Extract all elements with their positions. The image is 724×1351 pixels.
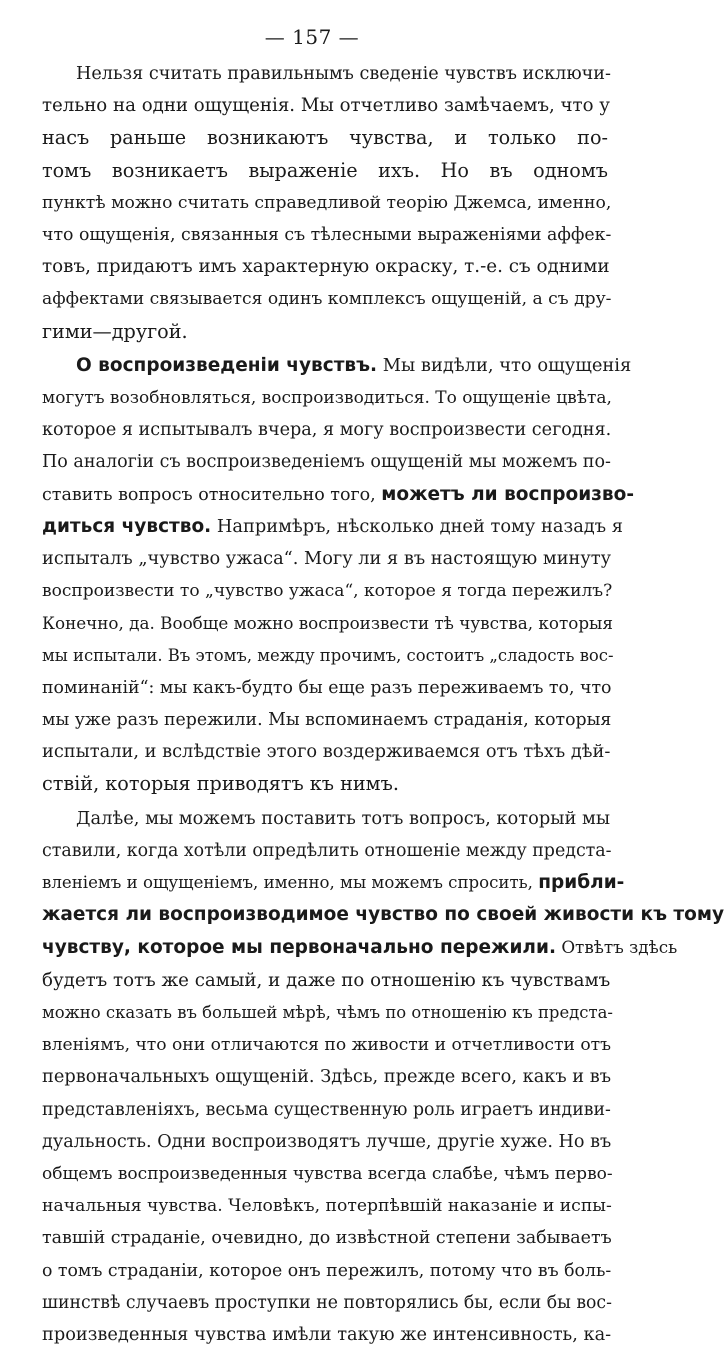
text-run: пунктѣ можно считать справедливой теорію Джемса, именно,: [42, 192, 612, 213]
text-run: дуальность. Одни воспроизводятъ лучше, другіе хуже. Но въ: [42, 1131, 612, 1152]
text-run: Мы видѣли, что ощущенія: [377, 354, 632, 376]
text-line: [8, 835, 612, 867]
text-line: [8, 251, 608, 283]
paragraph: [8, 58, 612, 348]
page-body: [8, 58, 724, 1351]
text-run: Далѣе, мы можемъ поставить тотъ вопросъ, который мы: [76, 807, 611, 829]
paragraph: [8, 803, 724, 1351]
text-line: [8, 1126, 612, 1158]
bold-text-run: жается ли воспроизводимое чувство по своей живости къ тому: [42, 904, 724, 926]
text-run: Отвѣтъ здѣсь: [555, 937, 678, 958]
text-run: гими—другой.: [42, 319, 188, 343]
text-line: [8, 122, 608, 154]
text-run: испытали, и вслѣдствіе этого воздерживаемся отъ тѣхъ дѣй-: [42, 741, 611, 763]
text-run: мы испытали. Въ этомъ, между прочимъ, состоитъ „сладость вос-: [42, 645, 614, 665]
bold-text-run: прибли-: [538, 872, 625, 894]
text-run: общемъ воспроизведенныя чувства всегда слабѣе, чѣмъ перво-: [42, 1163, 613, 1184]
text-line: [8, 672, 612, 704]
text-run: ставить вопросъ относительно того,: [42, 484, 382, 505]
text-line: [8, 90, 608, 122]
text-line: [8, 219, 612, 251]
text-run: Напримѣръ, нѣсколько дней тому назадъ я: [211, 515, 623, 537]
text-run: ствій, которыя приводятъ къ нимъ.: [42, 772, 399, 796]
text-line: [8, 511, 623, 543]
bold-text-run: можетъ ли воспроизво-: [381, 483, 634, 505]
text-line: [8, 1319, 612, 1351]
text-run: испыталъ „чувство ужаса“. Могу ли я въ настоящую минуту: [42, 549, 612, 570]
text-line: [8, 1222, 612, 1254]
text-line: [8, 1158, 613, 1190]
text-line: [8, 479, 634, 511]
text-run: что ощущенія, связанныя съ тѣлесными выраженіями аффек-: [42, 225, 612, 246]
text-line: [8, 414, 612, 446]
text-line: [8, 155, 608, 187]
text-line: [8, 899, 724, 931]
text-run: томъ возникаетъ выраженіе ихъ. Но въ одномъ: [42, 158, 608, 182]
bold-text-run: чувству, которое мы первоначально пережили.: [42, 937, 556, 959]
text-run: товъ, придаютъ имъ характерную окраску, т.-е. съ одними: [42, 256, 610, 278]
text-run: будетъ тотъ же самый, и даже по отношенію къ чувствамъ: [42, 969, 611, 991]
text-run: Конечно, да. Вообще можно воспроизвести тѣ чувства, которыя: [42, 613, 613, 634]
text-line: [8, 1287, 612, 1319]
text-line: [8, 965, 611, 997]
text-line: [8, 803, 611, 835]
text-run: можно сказать въ большей мѣрѣ, чѣмъ по отношенію къ предста-: [42, 1002, 613, 1022]
page-number: — 157 —: [264, 25, 360, 49]
text-run: могутъ возобновляться, воспроизводиться. То ощущеніе цвѣта,: [42, 388, 612, 409]
text-line: [8, 1029, 612, 1061]
text-run: произведенныя чувства имѣли такую же интенсивность, ка-: [42, 1324, 612, 1345]
bold-text-run: О воспроизведеніи чувствъ.: [76, 354, 378, 376]
text-run: первоначальныхъ ощущеній. Здѣсь, прежде всего, какъ и въ: [42, 1067, 612, 1088]
text-line: [8, 316, 608, 348]
text-line: [8, 736, 611, 768]
paragraph: [8, 350, 634, 801]
text-line: [8, 543, 612, 575]
text-line: [8, 1190, 612, 1222]
text-line: [8, 187, 612, 219]
text-run: По аналогіи съ воспроизведеніемъ ощущеній мы можемъ по-: [42, 452, 611, 473]
text-run: вленіемъ и ощущеніемъ, именно, мы можемъ спросить,: [42, 873, 539, 893]
text-run: аффектами связывается одинъ комплексъ ощущеній, а съ дру-: [42, 289, 612, 310]
text-run: тавшій страданіе, очевидно, до извѣстной степени забываетъ: [42, 1228, 612, 1249]
text-line: [8, 768, 608, 800]
text-line: [8, 867, 625, 899]
text-run: которое я испытывалъ вчера, я могу воспроизвести сегодня.: [42, 420, 612, 441]
text-line: [8, 350, 632, 382]
bold-text-run: диться чувство.: [42, 515, 212, 537]
text-run: представленіяхъ, весьма существенную роль играетъ индиви-: [42, 1099, 611, 1120]
text-run: Нельзя считать правильнымъ сведеніе чувствъ исключи-: [76, 64, 611, 84]
text-run: тельно на одни ощущенія. Мы отчетливо замѣчаемъ, что у: [42, 95, 610, 117]
text-line: [8, 1255, 612, 1287]
text-line: [8, 446, 611, 478]
text-line: [8, 382, 612, 414]
text-line: [8, 575, 613, 607]
text-line: [8, 931, 678, 964]
text-line: [8, 704, 612, 736]
text-line: [8, 997, 613, 1029]
text-line: [8, 1061, 612, 1093]
text-run: вленіямъ, что они отличаются по живости и отчетливости отъ: [42, 1035, 612, 1056]
text-run: поминаній“: мы какъ-будто бы еще разъ переживаемъ то, что: [42, 677, 612, 698]
text-run: насъ раньше возникаютъ чувства, и только по-: [42, 126, 608, 150]
text-run: о томъ страданіи, которое онъ пережилъ, потому что въ боль-: [42, 1260, 612, 1281]
text-run: ставили, когда хотѣли опредѣлить отношеніе между предста-: [42, 840, 612, 861]
text-line: [8, 1094, 611, 1126]
text-run: воспроизвести то „чувство ужаса“, которое я тогда пережилъ?: [42, 581, 613, 602]
text-line: [8, 640, 614, 672]
text-run: мы уже разъ пережили. Мы вспоминаемъ страданія, которыя: [42, 710, 612, 731]
text-line: [8, 58, 611, 90]
text-run: начальныя чувства. Человѣкъ, потерпѣвшій наказаніе и испы-: [42, 1196, 612, 1217]
text-line: [8, 283, 612, 315]
text-run: шинствѣ случаевъ проступки не повторялись бы, если бы вос-: [42, 1292, 612, 1313]
text-line: [8, 607, 613, 639]
